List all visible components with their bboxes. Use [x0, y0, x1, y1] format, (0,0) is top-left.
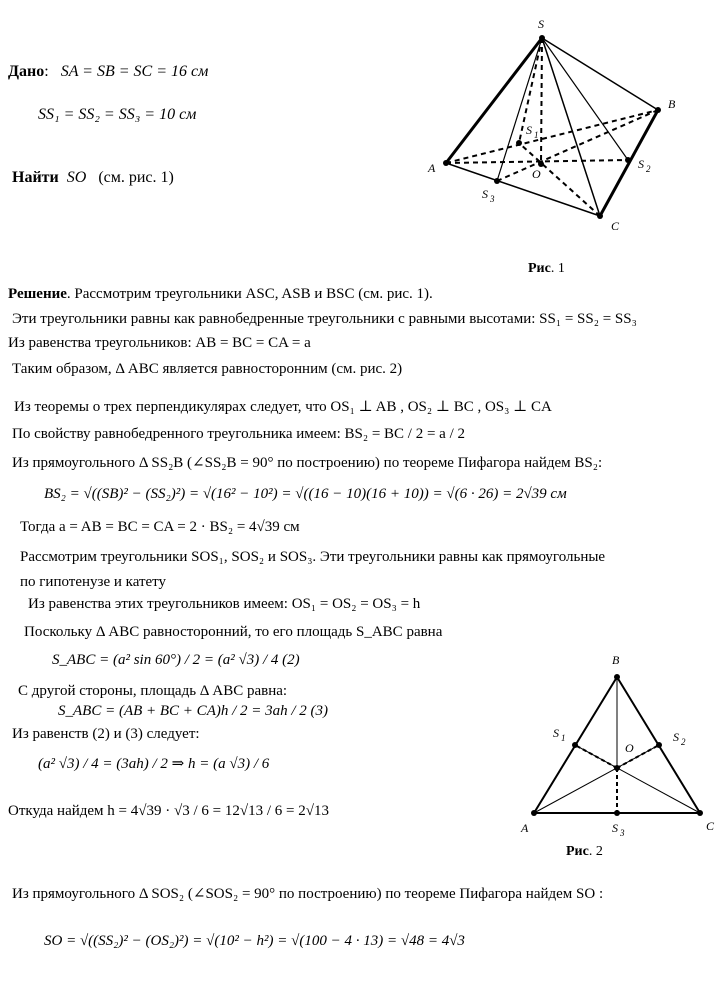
- point-S3-2: [614, 810, 620, 816]
- label-A: A: [428, 161, 436, 175]
- solution-line-4: Таким образом, Δ ABC является равносторонним (см. рис. 2): [12, 361, 403, 377]
- figure-2-caption: [566, 845, 603, 859]
- point-S1-2: [572, 742, 578, 748]
- equation-h: (a² √3) / 4 = (3ah) / 2 ⇒ h = (a √3) / 6: [38, 756, 270, 772]
- given-equality-sa: SA = SB = SC = 16 см: [60, 63, 209, 80]
- point-O2: [614, 765, 620, 771]
- solution-line-10: Рассмотрим треугольники SOS₁, SOS₂ и SOS₃. Эти треугольники равны как прямоугольные: [20, 549, 606, 565]
- label-C: C: [611, 219, 620, 233]
- fig2-label-O: O: [625, 741, 634, 755]
- label-S2-sub: 2: [646, 164, 651, 174]
- point-B2: [614, 674, 620, 680]
- fig2-label-S1: S: [553, 726, 559, 740]
- equation-area-2: S_ABC = (a² sin 60°) / 2 = (a² √3) / 4 (2): [52, 652, 300, 668]
- fig2-label-B: B: [612, 653, 620, 667]
- given-label: Дано: [8, 63, 45, 80]
- equation-so: SO = √((SS₂)² − (OS₂)²) = √(10² − h²) = √(100 − 4 · 13) = √48 = 4√3: [44, 933, 465, 949]
- given-line-1: Дано: SA = SB = SC = 16 см: [8, 63, 209, 80]
- solution-label: Решение: [8, 286, 67, 302]
- solution-line-3: Из равенства треугольников: AB = BC = CA = a: [8, 335, 311, 351]
- figure-2-caption-rest: . 2: [588, 844, 603, 859]
- given-equality-ss: SS₁ = SS₂ = SS₃ = 10 см: [38, 106, 197, 123]
- label-S2: S: [638, 157, 644, 171]
- equation-bs2: BS₂ = √((SB)² − (SS₂)²) = √(16² − 10²) = √((16 − 10)(16 + 10)) = √(6 · 26) = 2√39 см: [44, 486, 567, 502]
- find-label: Найти: [12, 169, 59, 186]
- fig2-label-S1-sub: 1: [561, 733, 566, 743]
- equation-a: Тогда a = AB = BC = CA = 2 · BS₂ = 4√39 см: [20, 519, 300, 535]
- solution-line-5: Из теоремы о трех перпендикулярах следует, что OS₁ ⊥ AB , OS₂ ⊥ BC , OS₃ ⊥ CA: [14, 399, 552, 415]
- label-O: O: [532, 167, 541, 181]
- label-S3-sub: 3: [490, 194, 495, 204]
- find-ref: (см. рис. 1): [98, 169, 174, 186]
- label-S3: S: [482, 187, 488, 201]
- solution-line-17: Из равенств (2) и (3) следует:: [12, 726, 200, 742]
- fig2-label-S2-sub: 2: [681, 737, 686, 747]
- point-S2-2: [656, 742, 662, 748]
- solution-line-2: Эти треугольники равны как равнобедренные треугольники с равными высотами: SS₁ = SS₂ = SS₃: [12, 311, 637, 327]
- find-value: SO: [66, 169, 87, 186]
- figure-2-caption-bold: Рис: [566, 844, 589, 859]
- point-A2: [531, 810, 537, 816]
- solution-line-7: Из прямоугольного Δ SS₂B (∠SS₂B = 90° по построению) по теореме Пифагора найдем BS₂:: [12, 455, 603, 471]
- fig2-label-C: C: [706, 819, 715, 833]
- label-S: S: [538, 17, 544, 31]
- label-S1-sub: 1: [534, 130, 539, 140]
- solution-line-1-text: . Рассмотрим треугольники ASC, ASB и BSC (см. рис. 1).: [66, 286, 433, 302]
- fig2-label-S3-sub: 3: [620, 828, 625, 838]
- solution-line-6: По свойству равнобедренного треугольника имеем: BS₂ = BC / 2 = a / 2: [12, 426, 466, 442]
- solution-line-12: Из равенства этих треугольников имеем: OS₁ = OS₂ = OS₃ = h: [28, 596, 421, 612]
- median-A: [534, 745, 659, 813]
- solution-line-15: С другой стороны, площадь Δ ABC равна:: [18, 683, 288, 699]
- solution-line-11: по гипотенузе и катету: [20, 574, 167, 590]
- equation-area-3: S_ABC = (AB + BC + CA)h / 2 = 3ah / 2 (3): [58, 703, 329, 719]
- fig2-label-A: A: [521, 821, 529, 835]
- solution-line-19: Откуда найдем h = 4√39 · √3 / 6 = 12√13 / 6 = 2√13: [8, 803, 329, 819]
- point-C2: [697, 810, 703, 816]
- solution-line-13: Поскольку Δ ABC равносторонний, то его площадь S_ABC равна: [24, 624, 443, 640]
- fig2-label-S3: S: [612, 821, 618, 835]
- fig2-label-S2: S: [673, 730, 679, 744]
- figure-1-caption-bold: Рис: [528, 261, 551, 276]
- label-S1: S: [526, 123, 532, 137]
- label-B: B: [668, 97, 676, 111]
- figure-1-caption-rest: . 1: [550, 261, 565, 276]
- solution-line-20: Из прямоугольного Δ SOS₂ (∠SOS₂ = 90° по построению) по теореме Пифагора найдем SO :: [12, 886, 604, 902]
- median-C: [575, 745, 700, 813]
